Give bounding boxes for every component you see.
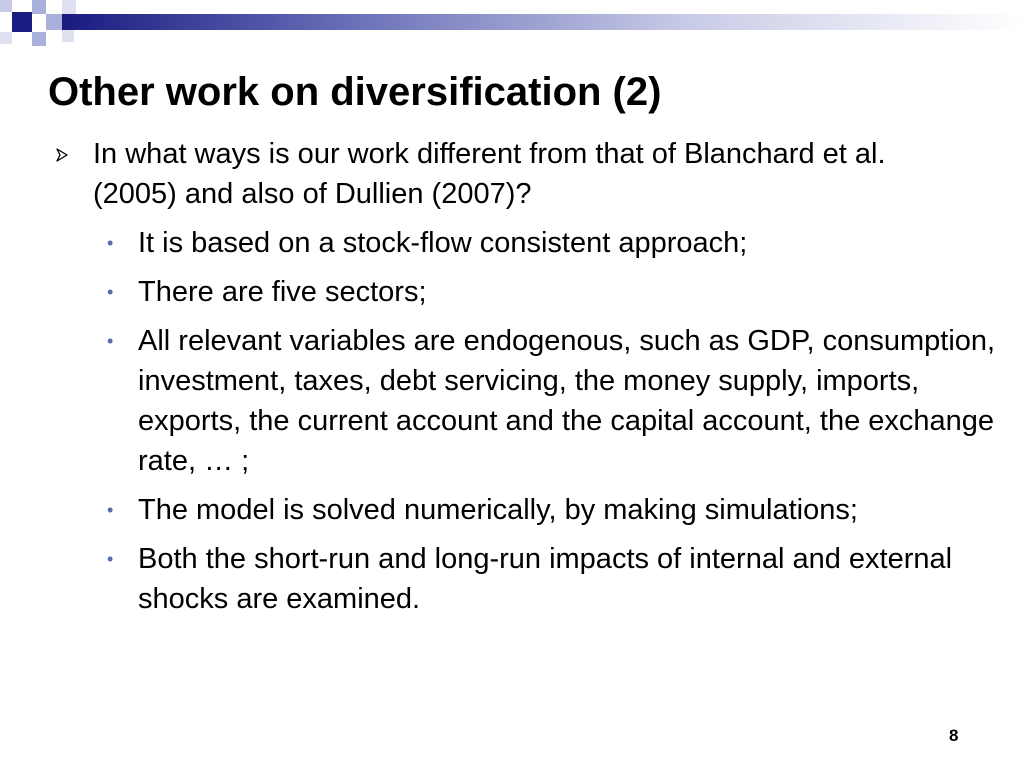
- header-square: [62, 30, 74, 42]
- sub-bullet-text: All relevant variables are endogenous, such as GDP, consumption, investment, taxes, debt servicing, the money supply, imports, exports, the current account and the capital account, the exchange rate, … ;: [138, 325, 996, 477]
- sub-bullet-text: It is based on a stock-flow consistent approach;: [138, 227, 748, 259]
- page-number: 8: [949, 726, 959, 745]
- bullet-dot-icon: •: [107, 282, 114, 302]
- header-decoration: [0, 0, 1024, 50]
- main-bullet-point: [93, 134, 963, 214]
- main-bullet-text: In what ways is our work different from that of Blanchard et al. (2005) and also of Dullien (2007)?: [93, 138, 886, 210]
- bullet-dot-icon: •: [107, 331, 114, 351]
- bullet-dot-icon: •: [107, 233, 114, 253]
- bullet-dot-icon: •: [107, 549, 114, 569]
- sub-bullet-item: [107, 321, 998, 481]
- sub-bullet-item: [107, 272, 998, 312]
- sub-bullet-text: There are five sectors;: [138, 276, 427, 308]
- header-square: [12, 12, 32, 32]
- header-square: [32, 0, 46, 14]
- sub-bullet-text: Both the short-run and long-run impacts of internal and external shocks are examined.: [138, 543, 953, 615]
- header-gradient-bar: [62, 14, 1024, 30]
- sub-bullet-text: The model is solved numerically, by making simulations;: [138, 494, 858, 526]
- header-square: [0, 32, 12, 44]
- header-square: [0, 0, 12, 12]
- header-square: [62, 0, 76, 14]
- bullet-dot-icon: •: [107, 500, 114, 520]
- sub-bullet-item: [107, 490, 998, 530]
- header-square: [46, 14, 62, 30]
- header-square: [32, 32, 46, 46]
- slide-body: [0, 134, 1024, 628]
- slide-title: Other work on diversification (2): [48, 70, 662, 114]
- sub-bullet-list: [0, 223, 1024, 619]
- sub-bullet-item: [107, 223, 998, 263]
- arrowhead-bullet-icon: [55, 148, 69, 162]
- sub-bullet-item: [107, 539, 998, 619]
